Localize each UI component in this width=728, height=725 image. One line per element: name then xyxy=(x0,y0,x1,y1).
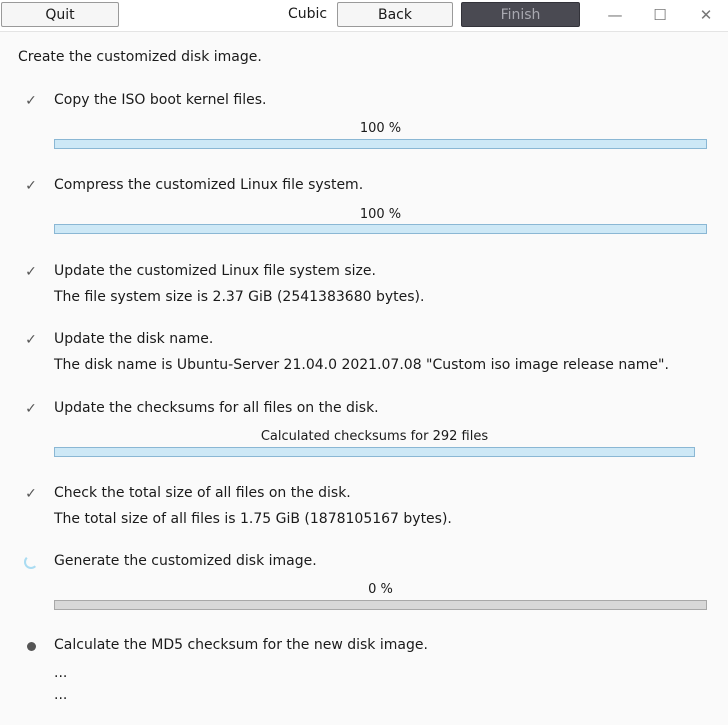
main-content xyxy=(0,32,728,725)
step-label: Check the total size of all files on the disk. xyxy=(54,485,351,501)
step-label: Update the disk name. xyxy=(54,331,214,347)
step-detail: The total size of all files is 1.75 GiB (1878105167 bytes). xyxy=(54,511,452,527)
finish-button[interactable]: Finish xyxy=(461,2,580,27)
checkmark-icon: ✓ xyxy=(25,178,37,194)
checkmark-icon: ✓ xyxy=(25,93,37,109)
checkmark-icon: ✓ xyxy=(25,332,37,348)
step-label: Calculate the MD5 checksum for the new disk image. xyxy=(54,637,428,653)
step-label: Compress the customized Linux file system. xyxy=(54,177,364,193)
page-heading: Create the customized disk image. xyxy=(18,49,262,65)
step-label: Update the customized Linux file system size. xyxy=(54,263,376,279)
title-bar xyxy=(0,0,728,32)
minimize-icon[interactable]: — xyxy=(607,6,623,24)
progress-text: 100 % xyxy=(359,207,402,222)
back-button[interactable]: Back xyxy=(337,2,453,27)
checkmark-icon: ✓ xyxy=(25,486,37,502)
quit-button[interactable]: Quit xyxy=(1,2,119,27)
step-detail: The file system size is 2.37 GiB (2541383680 bytes). xyxy=(54,289,425,305)
progress-bar xyxy=(54,224,707,234)
progress-fill xyxy=(55,448,694,456)
app-title: Cubic xyxy=(288,6,328,22)
close-icon[interactable]: ✕ xyxy=(699,6,713,24)
step-label: Copy the ISO boot kernel files. xyxy=(54,92,267,108)
step-label: Update the checksums for all files on the disk. xyxy=(54,400,379,416)
progress-fill xyxy=(55,140,706,148)
pending-dot-icon xyxy=(22,637,40,655)
step-detail: The disk name is Ubuntu-Server 21.04.0 2021.07.08 "Custom iso image release name". xyxy=(54,357,669,373)
progress-text: 0 % xyxy=(368,582,393,597)
progress-bar xyxy=(54,447,695,457)
spinner-icon xyxy=(22,553,40,571)
step-detail: ... xyxy=(54,687,68,703)
progress-text: 100 % xyxy=(359,121,402,136)
step-detail: ... xyxy=(54,665,68,681)
progress-text: Calculated checksums for 292 files xyxy=(260,429,489,444)
step-label: Generate the customized disk image. xyxy=(54,553,317,569)
progress-bar xyxy=(54,139,707,149)
maximize-icon[interactable]: ☐ xyxy=(653,6,667,24)
progress-bar xyxy=(54,600,707,610)
progress-fill xyxy=(55,225,706,233)
checkmark-icon: ✓ xyxy=(25,264,37,280)
checkmark-icon: ✓ xyxy=(25,401,37,417)
